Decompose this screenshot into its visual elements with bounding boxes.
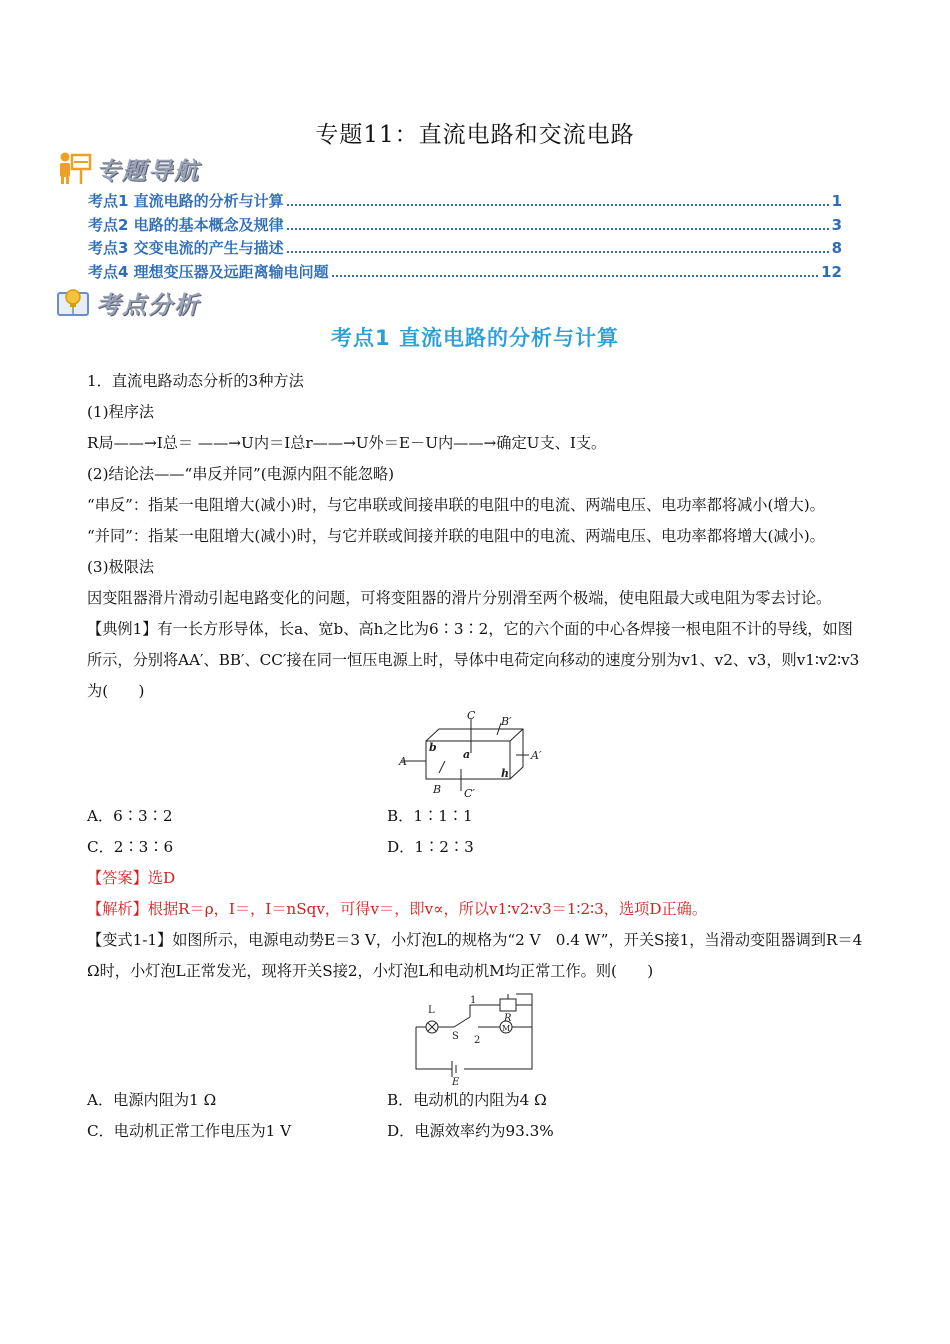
toc-item-page[interactable]: 12 [821, 262, 842, 281]
fig-label-B: B [433, 783, 442, 796]
option-b[interactable]: B．电动机的内阻为4 Ω [387, 1091, 547, 1109]
example-question: 【典例1】有一长方形导体，长a、宽b、高h之比为6∶3∶2，它的六个面的中心各焊接一根电阻不计的导线，如图所示，分别将AA′、BB′、CC′接在同一恒压电源上时，导体中电荷定向移动的速度分别为v1、v2、v3，则v1∶v2∶v3为( ) [87, 620, 860, 700]
toc-leader [332, 275, 818, 277]
paragraph: “并同”：指某一电阻增大(减小)时，与它并联或间接并联的电阻中的电流、两端电压、电功率都将增大(减小)。 [87, 527, 825, 545]
toc-item[interactable] [88, 214, 842, 238]
circuit-label-L: L [428, 1005, 435, 1016]
option-c[interactable]: C．电动机正常工作电压为1 V [87, 1122, 292, 1140]
main-content [87, 366, 865, 1147]
nav-banner-label: 专题导航 [96, 156, 200, 185]
circuit-label-M: M [502, 1024, 511, 1033]
circuit-diagram [406, 989, 546, 1088]
paragraph: 1．直流电路动态分析的3种方法 [87, 372, 304, 390]
fig-label-B-prime: B′ [501, 715, 512, 728]
option-d[interactable]: D．1∶2∶3 [387, 838, 474, 856]
toc-item[interactable] [88, 190, 842, 214]
example-options [87, 801, 865, 863]
table-of-contents [88, 190, 842, 284]
answer: 【答案】选D [87, 869, 176, 887]
circuit-label-1: 1 [470, 995, 477, 1006]
paragraph: (3)极限法 [87, 558, 155, 576]
analysis-banner [56, 284, 200, 320]
analysis-banner-label: 考点分析 [96, 290, 200, 319]
option-b[interactable]: B．1∶1∶1 [387, 807, 473, 825]
toc-leader [287, 204, 829, 206]
fig-label-a: a [463, 748, 471, 761]
option-c[interactable]: C．2∶3∶6 [87, 838, 174, 856]
circuit-label-R: R [504, 1013, 512, 1024]
cuboid-diagram [399, 709, 551, 800]
cuboid-figure [87, 709, 865, 800]
fig-label-C: C [467, 709, 476, 722]
paragraph: 因变阻器滑片滑动引起电路变化的问题，可将变阻器的滑片分别滑至两个极端，使电阻最大或电阻为零去讨论。 [87, 589, 832, 607]
option-a[interactable]: A．6∶3∶2 [87, 807, 173, 825]
toc-item-page[interactable]: 1 [831, 192, 842, 210]
toc-item-page[interactable]: 8 [831, 239, 842, 257]
circuit-figure [87, 989, 865, 1088]
toc-leader [287, 251, 829, 253]
option-a[interactable]: A．电源内阻为1 Ω [87, 1091, 217, 1109]
section-title: 考点1 直流电路的分析与计算 [331, 326, 619, 350]
analysis: 【解析】根据R＝ρ，I＝，I＝nSqv，可得v＝，即v∝，所以v1∶v2∶v3＝1∶2∶3，选项D正确。 [87, 900, 708, 918]
option-d[interactable]: D．电源效率约为93.3% [387, 1122, 554, 1140]
toc-item[interactable] [88, 261, 842, 285]
circuit-label-S: S [452, 1031, 459, 1042]
fig-label-A: A [399, 755, 407, 768]
circuit-label-E: E [452, 1077, 460, 1088]
paragraph: (1)程序法 [87, 403, 155, 421]
toc-item-page[interactable]: 3 [831, 215, 842, 234]
lightbulb-book-icon [56, 285, 92, 319]
paragraph: R局——→I总＝ ——→U内＝I总r——→U外＝E－U内——→确定U支、I支。 [87, 434, 607, 452]
fig-label-h: h [501, 767, 509, 780]
fig-label-C-prime: C′ [464, 787, 475, 800]
toc-item-text[interactable]: 考点4 理想变压器及远距离输电问题 [88, 262, 329, 281]
nav-banner [56, 150, 200, 186]
circuit-label-2: 2 [474, 1035, 481, 1046]
toc-leader [287, 228, 829, 230]
toc-item[interactable] [88, 237, 842, 261]
fig-label-b: b [429, 741, 437, 754]
page-title: 专题11：直流电路和交流电路 [315, 122, 635, 148]
navigation-person-icon [56, 151, 92, 185]
fig-label-A-prime: A′ [531, 749, 542, 762]
paragraph: “串反”：指某一电阻增大(减小)时，与它串联或间接串联的电阻中的电流、两端电压、电功率都将减小(增大)。 [87, 496, 825, 514]
paragraph: (2)结论法——“串反并同”(电源内阻不能忽略) [87, 465, 395, 483]
toc-item-text[interactable]: 考点3 交变电流的产生与描述 [88, 239, 284, 257]
toc-item-text[interactable]: 考点2 电路的基本概念及规律 [88, 215, 284, 234]
variant-question: 【变式1-1】如图所示，电源电动势E＝3 V，小灯泡L的规格为“2 V 0.4 W”，开关S接1，当滑动变阻器调到R＝4 Ω时，小灯泡L正常发光，现将开关S接2，小灯泡L和电动机M均正常工作。则( ) [87, 931, 863, 980]
variant-options [87, 1085, 865, 1147]
toc-item-text[interactable]: 考点1 直流电路的分析与计算 [88, 192, 284, 210]
